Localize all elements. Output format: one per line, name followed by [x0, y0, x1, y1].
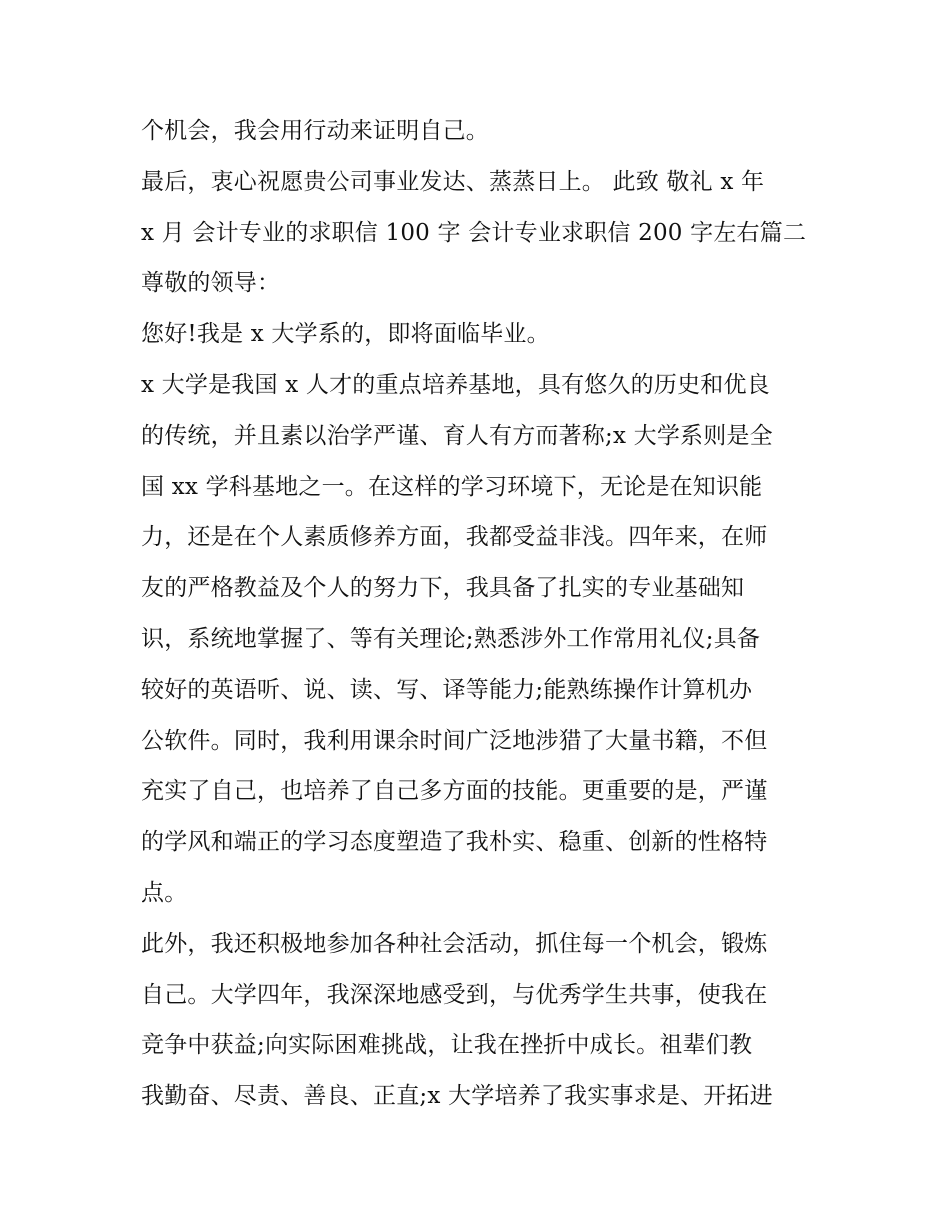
text-line: 的学风和端正的学习态度塑造了我朴实、稳重、创新的性格特: [141, 829, 768, 856]
text-line: x 大学是我国 x 人才的重点培养基地，具有悠久的历史和优良: [141, 371, 770, 398]
text-line: 最后，衷心祝愿贵公司事业发达、蒸蒸日上。 此致 敬礼 x 年: [141, 168, 765, 195]
text-line: 公软件。同时，我利用课余时间广泛地涉猎了大量书籍，不但: [141, 727, 768, 754]
text-line: 点。: [141, 879, 188, 906]
text-line: 竞争中获益;向实际困难挑战，让我在挫折中成长。祖辈们教: [141, 1032, 753, 1059]
text-line: 较好的英语听、说、读、写、译等能力;能熟练操作计算机办: [141, 676, 753, 703]
text-line: 力，还是在个人素质修养方面，我都受益非浅。四年来，在师: [141, 524, 768, 551]
text-line: 国 xx 学科基地之一。在这样的学习环境下，无论是在知识能: [141, 473, 763, 500]
text-line: 个机会，我会用行动来证明自己。: [141, 118, 489, 144]
text-line: 充实了自己，也培养了自己多方面的技能。更重要的是，严谨: [141, 778, 768, 805]
text-line: 的传统，并且素以治学严谨、育人有方而著称;x 大学系则是全: [141, 422, 773, 449]
text-line: 此外，我还积极地参加各种社会活动，抓住每一个机会，锻炼: [141, 930, 768, 957]
body-text: [141, 106, 821, 1122]
text-line: x 月 会计专业的求职信 100 字 会计专业求职信 200 字左右篇二: [141, 219, 807, 246]
text-line: 友的严格教益及个人的努力下，我具备了扎实的专业基础知: [141, 575, 745, 602]
text-line: 我勤奋、尽责、善良、正直;x 大学培养了我实事求是、开拓进: [141, 1083, 773, 1110]
text-line: 尊敬的领导：: [141, 270, 281, 297]
text-line: 识，系统地掌握了、等有关理论;熟悉涉外工作常用礼仪;具备: [141, 625, 761, 652]
text-line: 您好!我是 x 大学系的，即将面临毕业。: [141, 321, 550, 348]
text-line: 自己。大学四年，我深深地感受到，与优秀学生共事，使我在: [141, 981, 768, 1008]
